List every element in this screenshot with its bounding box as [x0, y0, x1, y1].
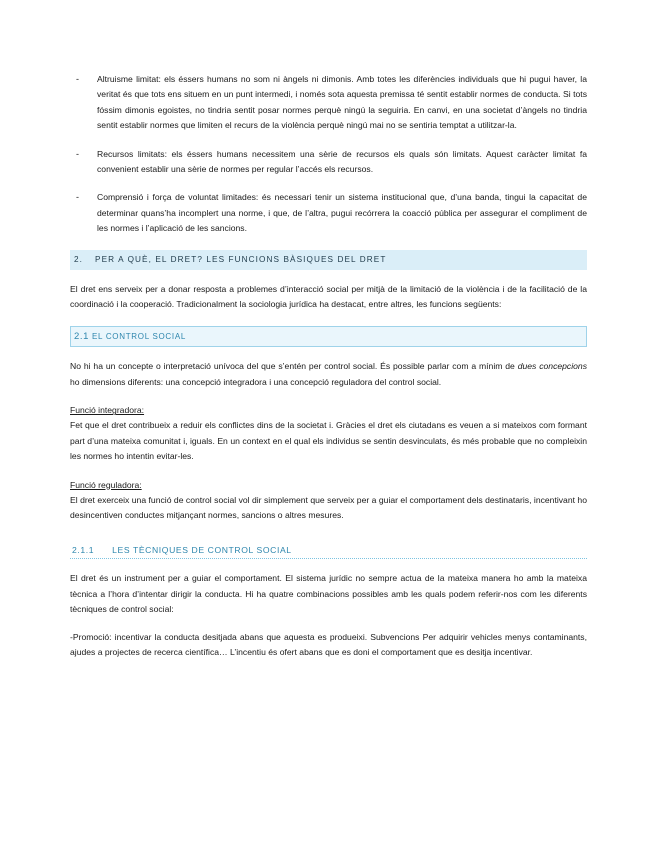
reguladora-paragraph: El dret exerceix una funció de control social vol dir simplement que serveix per a guiar el comportament dels destinataris, incentivant ho desincentiven conductes mitjançant normes, sancions o altres mesures.: [70, 494, 587, 520]
bullet-dash: -: [76, 148, 79, 159]
bullet-dash: -: [76, 74, 79, 84]
section-number: 2.1: [74, 331, 90, 343]
bullet-text-comprensio: Comprensió i força de voluntat limitades: és necessari tenir un sistema institucional que, d’una banda, tingui la capacitat de determinar quans’ha incomplert una norme, i que, de l’altra, pugui recórrera la coacció pública per assegurar el compliment de les normes i l’aplicació de les sancions.: [97, 192, 587, 234]
integradora-paragraph: Fet que el dret contribueix a reduir els conflictes dins de la societat i. Gràcies el dret els ciutadans es veuen a si mateixos com formant part d’una mateixa comunitat i, iguals. En un context en el qual els individus se sentin desvinculats, és més probable que no compleixin les normes ho intentin evitar-les.: [70, 420, 587, 462]
section-number: 2.1.1: [72, 544, 95, 555]
section-title: LES TÈCNIQUES DE CONTROL SOCIAL: [112, 544, 292, 555]
section-heading-2-1-1: [70, 541, 587, 559]
section-2-1-1-paragraph: El dret és un instrument per a guiar el comportament. El sistema jurídic no sempre actua de la mateixa manera ho amb la mateixa tècnica a l’hora d’intentar dirigir la conducta. Hi ha quatre combinacions possibles amb les quals podem referir-nos com les diferents tècniques de control social:: [70, 573, 587, 615]
section-2-intro: El dret ens serveix per a donar resposta a problemes d’interacció social per mitjà de la limitació de la violència i de la facilitació de la coordinació i la cooperació. Tradicionalment la sociologia jurídica ha destacat, entre altres, les funcions següents:: [70, 283, 587, 310]
section-title: EL CONTROL SOCIAL: [92, 332, 187, 342]
section-heading-2: [70, 250, 587, 270]
list-item: [70, 147, 587, 178]
section-2-1-paragraph: [70, 359, 587, 390]
section-heading-2-1: [70, 326, 587, 347]
page-content: [70, 72, 587, 660]
paragraph-text: ho dimensions diferents: una concepció integradora i una concepció reguladora del control social.: [70, 376, 442, 387]
bullet-text-recursos: Recursos limitats: els éssers humans necessitem una sèrie de recursos els quals són limitats. Aquest caràcter limitat fa convenient establir una sèrie de normes per regular l’accés els recursos.: [97, 148, 587, 175]
paragraph-text: No hi ha un concepte o interpretació unívoca del que s’entén per control social. És possible parlar com a mínim de: [70, 361, 518, 372]
list-item: [70, 72, 587, 134]
bullet-text-altruisme: Altruisme limitat: els éssers humans no som ni àngels ni dimonis. Amb totes les diferències individuals que hi pugui haver, la veritat és que tots ens situem en un punt intermedi, i només sota aquesta premissa té sentit establir normes de conducta. Si tots fóssim dimonis egoistes, no tindria sentit posar normes perquè ningú la seguiria. En canvi, en una societat d’àngels no tindria sentit establir normes que limiten el recurs de la violència perquè ningú mai no se sentiria temptat a utilitzar-la.: [97, 74, 587, 131]
bullet-dash: -: [76, 192, 79, 203]
section-title: PER A QUÈ, EL DRET? LES FUNCIONS BÀSIQUES DEL DRET: [95, 255, 387, 265]
subheading-integradora: Funció integradora:: [70, 405, 145, 416]
list-item: [70, 190, 587, 236]
promocio-paragraph: -Promoció: incentivar la conducta desitjada abans que aquesta es produeixi. Subvencions Per adquirir vehicles menys contaminants, ajudes a projectes de recerca científica… L’incentiu és ofert abans que es doni el comportament que es desitja incentivar.: [70, 631, 587, 657]
emphasis-text: dues concepcions: [517, 361, 587, 372]
subheading-reguladora: Funció reguladora:: [70, 479, 142, 490]
section-number: 2.: [74, 255, 84, 265]
